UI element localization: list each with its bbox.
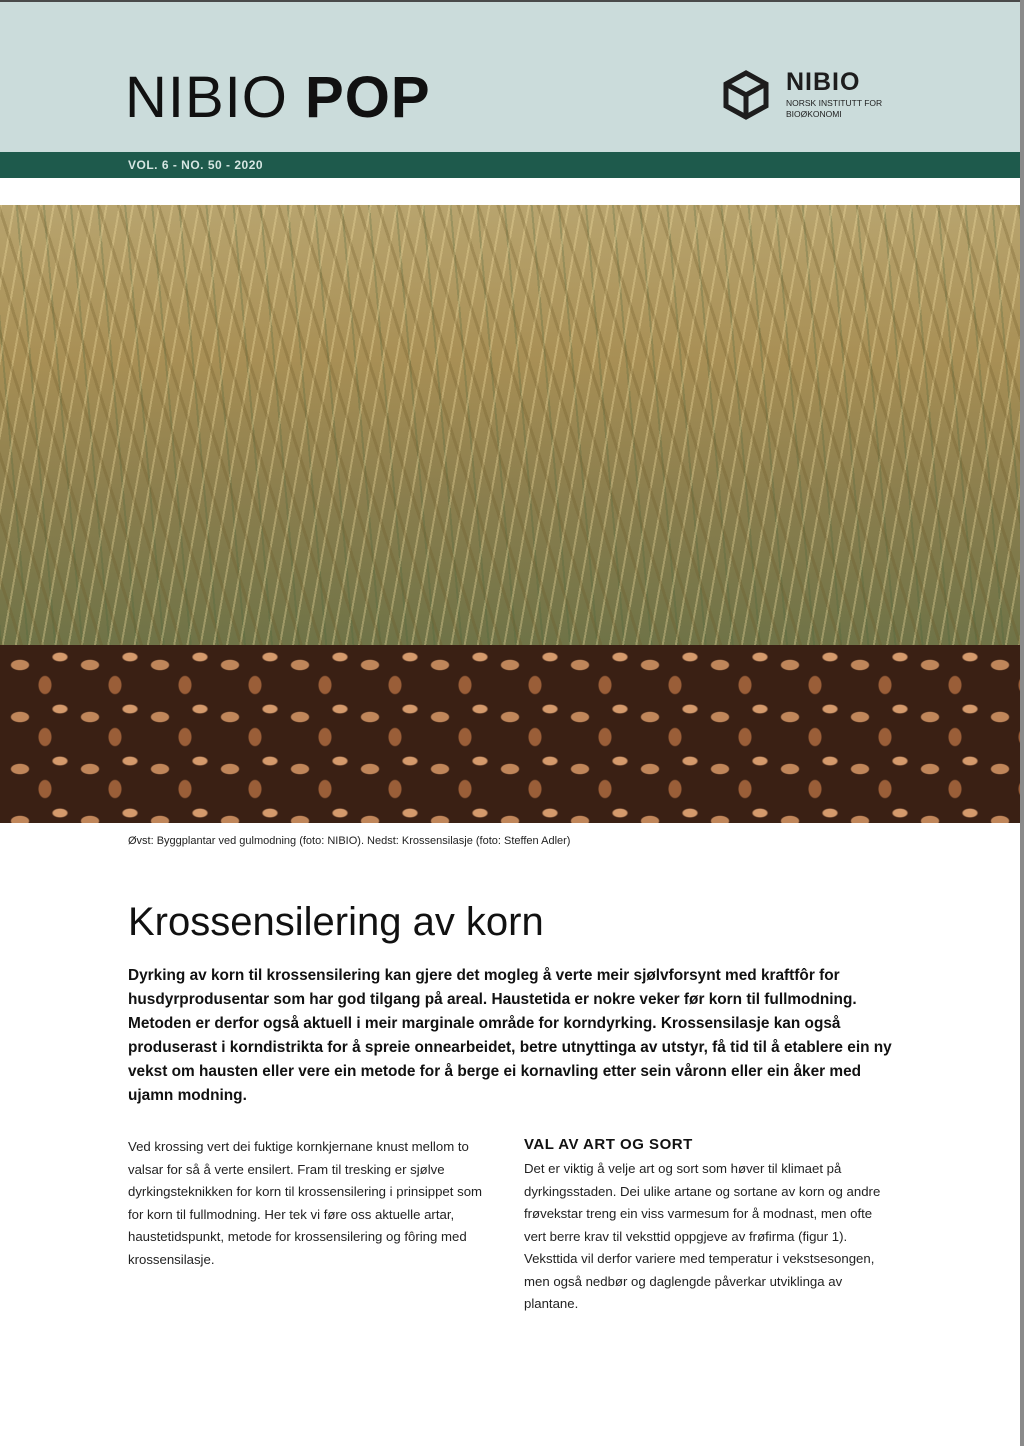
- article-title: Krossensilering av korn: [128, 900, 544, 944]
- section-heading: VAL AV ART OG SORT: [524, 1136, 693, 1153]
- brand-bold: POP: [305, 65, 431, 130]
- brand-regular: NIBIO: [125, 65, 288, 130]
- page-edge: [1020, 0, 1024, 1446]
- article-lead: Dyrking av korn til krossensilering kan gjere det mogleg å verte meir sjølvforsynt med kraftfôr for husdyrprodusentar som har god tilgang på areal. Haustetida er nokre veker før korn til fullmodning. Metoden er derfor også aktuell i meir marginale område for korndyrking. Krossensilasje kan også produserast i korndistrikta for å spreie onnearbeidet, betre utnyttinga av utstyr, få tid til å etablere ein ny vekst om hausten eller vere ein metode for å berge ei kornavling etter sein våronn eller ein åker med ujamn modning.: [128, 967, 892, 1104]
- grain-silage-photo: [0, 645, 1022, 823]
- intro-paragraph: Ved krossing vert dei fuktige kornkjernane knust mellom to valsar for så å verte ensilert. Fram til tresking er sjølve dyrkingsteknikken for korn til krossensilering i prinsippet som for korn til fullmodning. Her tek vi føre oss aktuelle artar, haustetidspunkt, metode for krossensilering og fôring med krossensilasje.: [128, 1139, 483, 1267]
- barley-field-photo: [0, 205, 1022, 645]
- publication-title: [125, 65, 431, 130]
- masthead: [0, 0, 1022, 154]
- volume-bar: [0, 152, 1022, 178]
- nibio-logo-icon: [722, 70, 770, 120]
- logo-name: NIBIO: [786, 68, 861, 96]
- volume-label: VOL. 6 - NO. 50 - 2020: [128, 158, 264, 172]
- photo-caption: Øvst: Byggplantar ved gulmodning (foto: NIBIO). Nedst: Krossensilasje (foto: Steffen Adler): [128, 835, 571, 847]
- logo-tagline: NORSK INSTITUTT FOR BIOØKONOMI: [786, 98, 883, 119]
- section-paragraph: Det er viktig å velje art og sort som høver til klimaet på dyrkingsstaden. Dei ulike artane og sortane av korn og andre frøvekstar treng ein viss varmesum for å modnast, men ofte vert berre krav til veksttid oppgjeve av frøfirma (figur 1). Veksttida vil derfor variere med temperatur i vekstsesongen, men også nedbør og daglengde påverkar utviklinga av plantane.: [524, 1161, 881, 1311]
- nibio-logo: [722, 68, 922, 128]
